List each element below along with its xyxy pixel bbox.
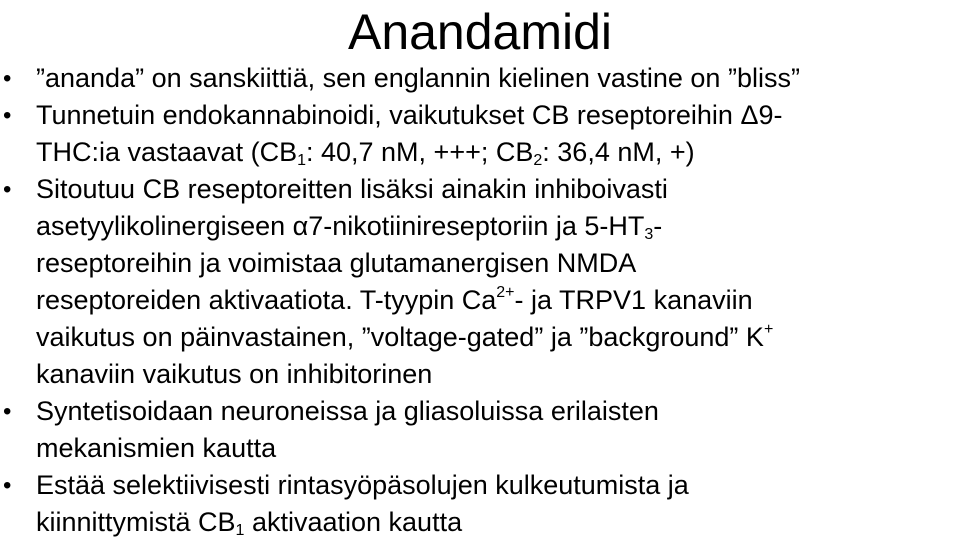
bullet-endocannabinoid — [0, 97, 960, 171]
bullet-text: - ja TRPV1 kanaviin — [514, 285, 753, 315]
bullet-breast-cancer — [0, 467, 960, 541]
bullet-ananda — [0, 60, 960, 97]
bullet-text: asetyylikolinergiseen — [36, 211, 293, 241]
bullet-text: : 36,4 nM, +) — [542, 137, 695, 167]
bullet-text: kiinnittymistä CB — [36, 507, 236, 537]
superscript: 2+ — [496, 284, 515, 301]
bullet-text: reseptoreiden aktivaatiota. T-tyypin Ca — [36, 285, 497, 315]
delta-symbol: Δ — [740, 100, 759, 130]
bullet-text: vaikutus on päinvastainen, ”voltage-gated” ja ”background” K — [36, 322, 764, 352]
alpha-symbol: α — [292, 211, 309, 241]
bullet-text: THC:ia vastaavat (CB — [36, 137, 298, 167]
bullet-dot-icon: • — [3, 176, 12, 203]
bullet-synthesis — [0, 393, 960, 467]
bullet-dot-icon: • — [3, 398, 12, 425]
bullet-dot-icon: • — [3, 65, 12, 92]
bullet-text: Sitoutuu CB reseptoreitten lisäksi ainakin inhiboivasti — [36, 174, 668, 204]
bullet-text: Estää selektiivisesti rintasyöpäsolujen kulkeutumista ja — [36, 470, 689, 500]
bullet-text: reseptoreihin ja voimistaa glutamanergisen NMDA — [36, 248, 637, 278]
slide-title: Anandamidi — [347, 4, 613, 60]
bullet-dot-icon: • — [3, 472, 12, 499]
bullet-text: Syntetisoidaan neuroneissa ja gliasoluissa erilaisten — [36, 396, 659, 426]
superscript: + — [763, 321, 774, 338]
subscript: 1 — [297, 152, 306, 169]
bullet-text: kanaviin vaikutus on inhibitorinen — [36, 359, 433, 389]
bullet-text: aktivaation kautta — [244, 507, 463, 537]
subscript: 2 — [533, 152, 543, 169]
subscript: 3 — [644, 226, 654, 243]
bullet-text: Tunnetuin endokannabinoidi, vaikutukset CB reseptoreihin — [36, 100, 741, 130]
bullet-text: ”ananda” on sanskiittiä, sen englannin kielinen vastine on ”bliss” — [36, 63, 800, 93]
bullet-text: mekanismien kautta — [36, 433, 277, 463]
bullet-dot-icon: • — [3, 102, 12, 129]
bullet-list — [0, 60, 960, 541]
bullet-text: 7-nikotiinireseptoriin ja 5-HT — [308, 211, 645, 241]
bullet-receptor-binding — [0, 171, 960, 393]
bullet-text: 9- — [758, 100, 783, 130]
bullet-text: : 40,7 nM, +++; CB — [305, 137, 534, 167]
subscript: 1 — [235, 522, 245, 539]
bullet-text: - — [653, 211, 663, 241]
